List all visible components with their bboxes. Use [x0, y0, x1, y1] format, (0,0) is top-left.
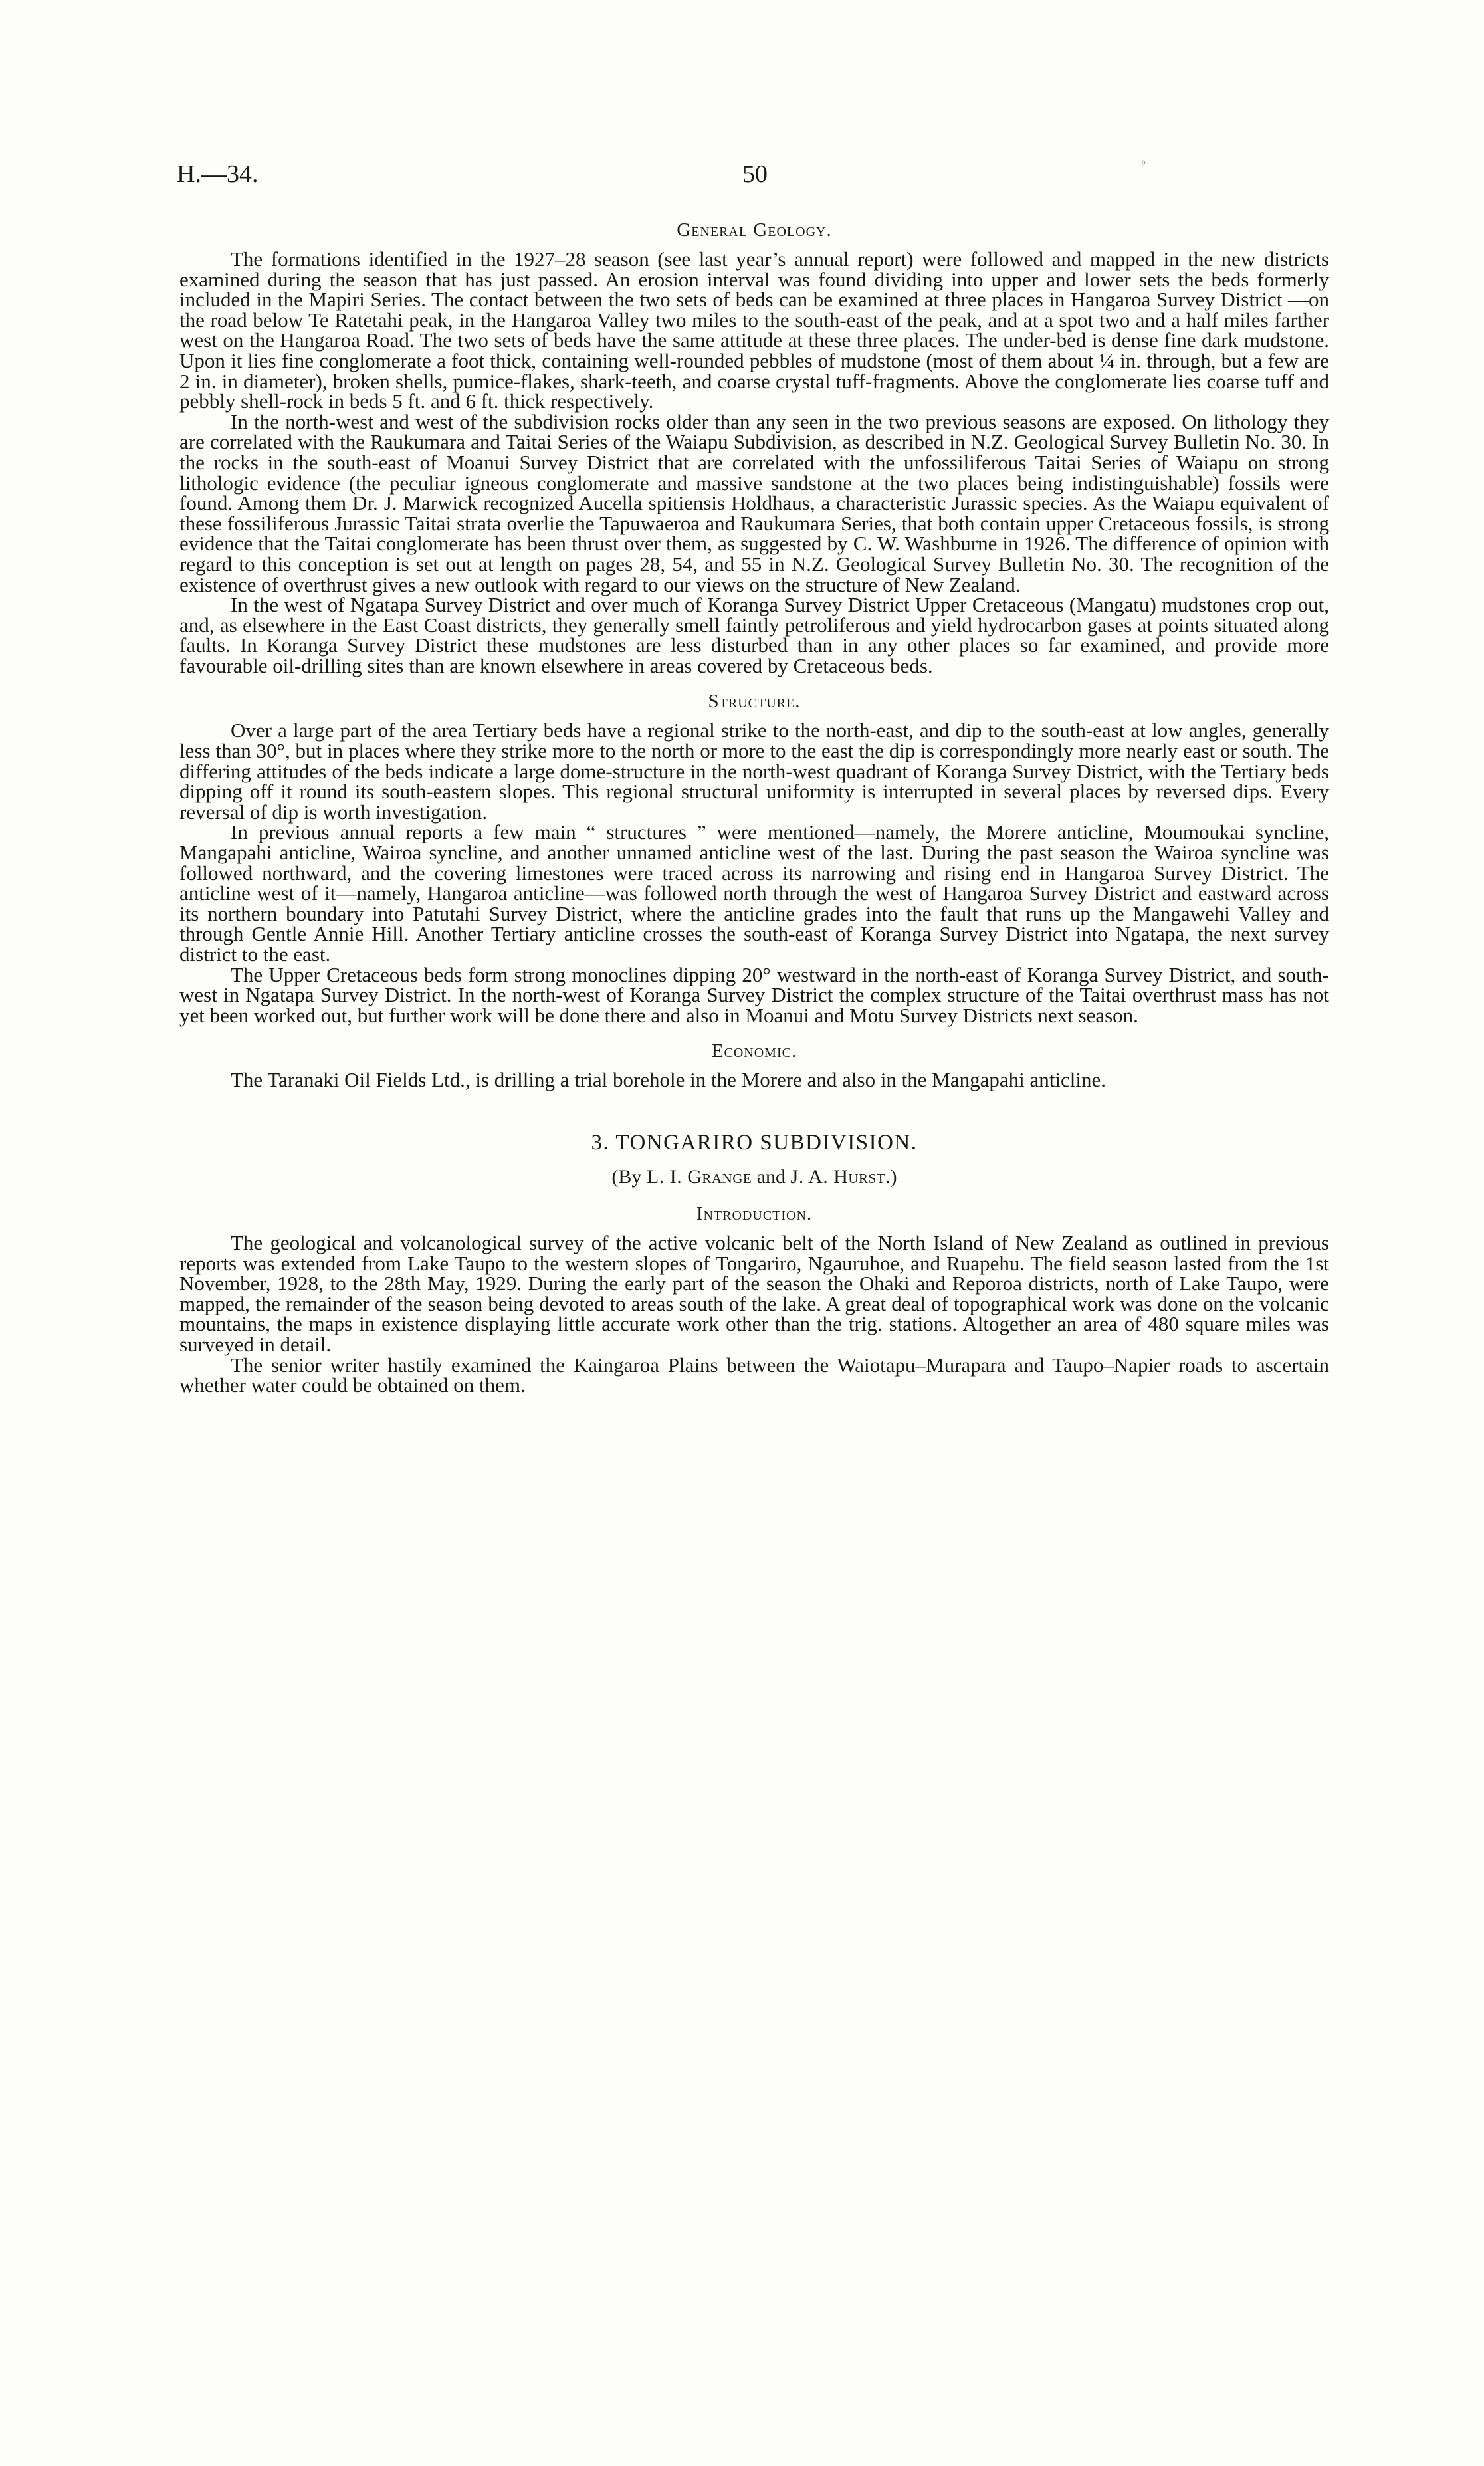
page-number: 50	[742, 160, 768, 188]
author-name: J. A. Hurst	[790, 1165, 886, 1188]
paragraph: In previous annual reports a few main “ structures ” were mentioned—namely, the Morere anticline, Moumoukai syncline, Mangapahi anticline, Wairoa syncline, and another unnamed anticline west of the last. During the past season the Wairoa syncline was followed northward, and the covering limestones were traced across its narrowing and rising end in Hangaroa Survey District. The anticline west of it—namely, Hangaroa anticline—was followed north through the west of Hangaroa Survey District and eastward across its northern boundary into Patutahi Survey District, where the anticline grades into the fault that runs up the Mangawehi Valley and through Gentle Annie Hill. Another Tertiary anticline crosses the south-east of Koranga Survey District into Ngatapa, the next survey district to the east.	[179, 820, 1329, 966]
page-header	[177, 160, 1333, 199]
paragraph: The Taranaki Oil Fields Ltd., is drilling a trial borehole in the Morere and also in the Mangapahi anticline.	[231, 1068, 1106, 1092]
paragraph: Over a large part of the area Tertiary beds have a regional strike to the north-east, and dip to the south-east at low angles, generally less than 30°, but in places where they strike more to the north or more to the east the dip is correspondingly more nearly east or south. The differing attitudes of the beds indicate a large dome-structure in the north-west quadrant of Koranga Survey District, with the Tertiary beds dipping off it round its south-eastern slopes. This regional structural uniformity is interrupted in several places by reversed dips. Every reversal of dip is worth investigation.	[179, 719, 1329, 824]
paragraph: The formations identified in the 1927–28 season (see last year’s annual report) were followed and mapped in the new districts examined during the season that has just passed. An erosion interval was found dividing into upper and lower sets the beds formerly included in the Mapiri Series. The contact between the two sets of beds can be examined at three places in Hangaroa Survey District —on the road below Te Ratetahi peak, in the Hangaroa Valley two miles to the south-east of the peak, and at a spot two and a half miles farther west on the Hangaroa Road. The two sets of beds have the same attitude at these three places. The under-bed is dense fine dark mudstone. Upon it lies fine conglomerate a foot thick, containing well-rounded pebbles of mudstone (most of them about ¼ in. through, but a few are 2 in. in diameter), broken shells, pumice-flakes, shark-teeth, and coarse crystal tuff-fragments. Above the conglomerate lies coarse tuff and pebbly shell-rock in beds 5 ft. and 6 ft. thick respectively.	[179, 247, 1329, 413]
paragraph: The Upper Cretaceous beds form strong monoclines dipping 20° westward in the north-east of Koranga Survey District, and south-west in Ngatapa Survey District. In the north-west of Koranga Survey District the complex structure of the Taitai overthrust mass has not yet been worked out, but further work will be done there and also in Moanui and Motu Survey Districts next season.	[179, 962, 1329, 1027]
paragraph: In the west of Ngatapa Survey District and over much of Koranga Survey District Upper Cretaceous (Mangatu) mudstones crop out, and, as elsewhere in the East Coast districts, they generally smell faintly petroliferous and yield hydrocarbon gases at points situated along faults. In Koranga Survey District these mudstones are less disturbed than in any other places so far examined, and provide more favourable oil-drilling sites than are known elsewhere in areas covered by Cretaceous beds.	[179, 593, 1329, 677]
page-mark: ⁰	[1142, 160, 1146, 170]
paragraph: In the north-west and west of the subdivision rocks older than any seen in the two previous seasons are exposed. On lithology they are correlated with the Raukumara and Taitai Series of the Waiapu Subdivision, as described in N.Z. Geological Survey Bulletin No. 30. In the rocks in the south-east of Moanui Survey District that are correlated with the unfossiliferous Taitai Series of Waiapu on strong lithologic evidence (the peculiar igneous conglomerate and massive sandstone at the two places being indistinguishable) fossils were found. Among them Dr. J. Marwick recognized Aucella spitiensis Holdhaus, a characteristic Jurassic species. As the Waiapu equivalent of these fossiliferous Jurassic Taitai strata overlie the Tapuwaeroa and Raukumara Series, that both contain upper Cretaceous fossils, is strong evidence that the Taitai conglomerate has been thrust over them, as suggested by C. W. Washburne in 1926. The difference of opinion with regard to this conception is set out at length on pages 28, 54, and 55 in N.Z. Geological Survey Bulletin No. 30. The recognition of the existence of overthrust gives a new outlook with regard to our views on the structure of New Zealand.	[179, 409, 1329, 596]
paragraph: The geological and volcanological survey of the active volcanic belt of the North Island of New Zealand as outlined in previous reports was extended from Lake Taupo to the western slopes of Tongariro, Ngauruhoe, and Ruapehu. The field season lasted from the 1st November, 1928, to the 28th May, 1929. During the early part of the season the Ohaki and Reporoa districts, north of Lake Taupo, were mapped, the remainder of the season being devoted to areas south of the lake. A great deal of topographical work was done on the volcanic mountains, the maps in existence displaying little accurate work other than the trig. stations. Altogether an area of 480 square miles was surveyed in detail.	[179, 1230, 1329, 1356]
section-heading-structure: Structure.	[708, 691, 801, 713]
page-body	[179, 219, 1329, 1396]
section-heading-general-geology: General Geology.	[677, 219, 832, 241]
byline-suffix: .)	[885, 1165, 897, 1188]
section-heading-introduction: Introduction.	[696, 1202, 813, 1224]
author-name: L. I. Grange	[646, 1165, 752, 1188]
byline-prefix: (By	[611, 1165, 647, 1188]
paragraph: The senior writer hastily examined the Kaingaroa Plains between the Waiotapu–Murapara and Taupo–Napier roads to ascertain whether water could be obtained on them.	[179, 1353, 1329, 1397]
byline-and: and	[752, 1165, 791, 1188]
subdivision-title: 3. TONGARIRO SUBDIVISION.	[591, 1130, 918, 1155]
document-id: H.—34.	[177, 160, 259, 188]
byline	[179, 1166, 1329, 1188]
section-heading-economic: Economic.	[711, 1040, 797, 1062]
